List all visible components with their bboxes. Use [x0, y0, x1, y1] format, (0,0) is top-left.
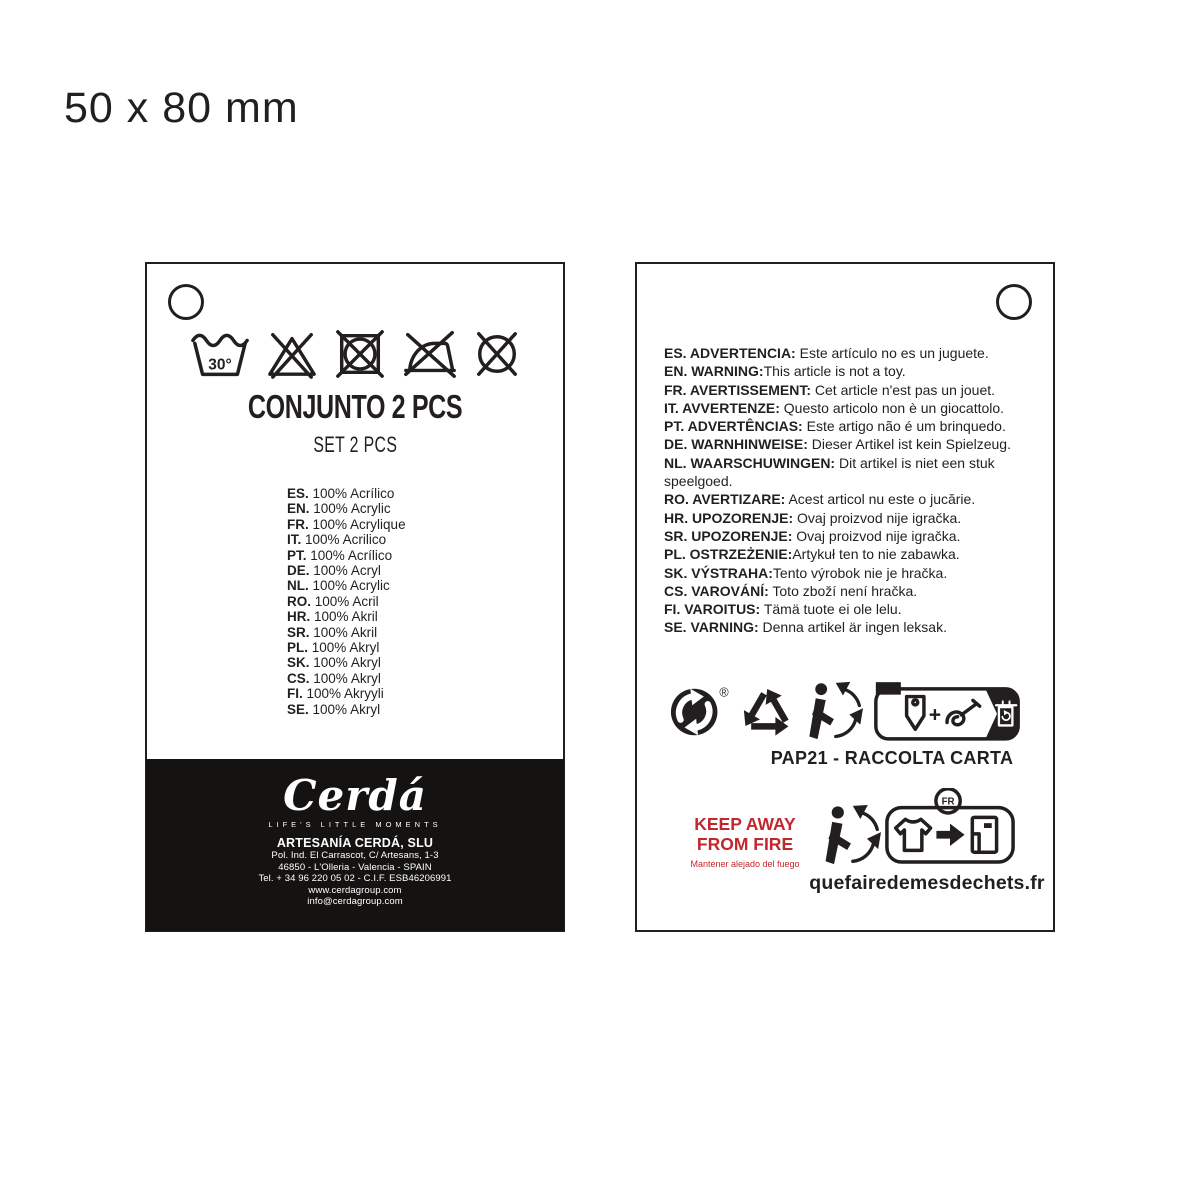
composition-line: SE. 100% Akryl: [287, 701, 381, 717]
wash-30-icon: [189, 329, 251, 379]
warning-line: IT. AVVERTENZE: Questo articolo non è un giocattolo.: [664, 399, 1005, 416]
plus-sign: +: [928, 703, 941, 727]
registered-mark: ®: [718, 685, 729, 700]
composition-list: [287, 486, 406, 717]
footer-address-line: Pol. Ind. El Carrascot, C/ Artesans, 1-3: [271, 850, 439, 861]
cerda-logo: Cerdá: [283, 771, 427, 820]
punch-hole: [168, 284, 204, 320]
do-not-dry-clean-icon: [473, 329, 521, 379]
composition-line: ES. 100% Acrílico: [287, 486, 395, 501]
fire-warning: [663, 814, 827, 869]
company-name: ARTESANÍA CERDÁ, SLU: [276, 836, 434, 850]
composition-line: DE. 100% Acryl: [287, 563, 381, 579]
mobius-loop-icon: [740, 683, 794, 739]
fr-label: FR: [941, 796, 955, 808]
wash-temp-label: 30°: [208, 356, 232, 374]
composition-line: IT. 100% Acrilico: [287, 532, 387, 548]
triman-icon: [803, 681, 863, 741]
warning-line: SK. VÝSTRAHA:Tento výrobok nie je hračka.: [664, 564, 948, 581]
warning-line: ES. ADVERTENCIA: Este artículo no es un juguete.: [664, 345, 989, 361]
waste-info-url: quefairedemesdechets.fr: [809, 872, 1045, 894]
punch-hole: [996, 284, 1032, 320]
recycling-icons-row: [637, 680, 1053, 742]
do-not-tumble-dry-icon: [333, 328, 387, 380]
warning-line: EN. WARNING:This article is not a toy.: [664, 363, 906, 380]
warning-line: HR. UPOZORENJE: Ovaj proizvod nije igračka.: [664, 509, 962, 526]
back-tag: [635, 262, 1055, 932]
composition-line: SR. 100% Akril: [287, 624, 378, 640]
composition-line: PL. 100% Akryl: [287, 640, 380, 656]
composition-line: PT. 100% Acrílico: [287, 547, 393, 563]
fr-textile-sorting-badge: [884, 788, 1016, 868]
composition-line: FI. 100% Akryyli: [287, 686, 384, 702]
do-not-iron-icon: [401, 329, 459, 379]
warning-line: NL. WAARSCHUWINGEN: Dit artikel is niet een stuk speelgoed.: [664, 454, 995, 490]
footer-address-line: www.cerdagroup.com: [308, 884, 402, 896]
fire-warning-subtext: Mantener alejado del fuego: [690, 859, 800, 869]
warning-line: SE. VARNING: Denna artikel är ingen leksak.: [664, 619, 947, 636]
triman-icon: [819, 804, 881, 866]
size-label: 50 x 80 mm: [64, 84, 299, 132]
fire-warning-line2: FROM FIRE: [696, 834, 794, 854]
company-address: [146, 850, 564, 908]
warning-line: DE. WARNHINWEISE: Dieser Artikel ist kein Spielzeug.: [664, 436, 1011, 453]
brand-tagline: LIFE'S LITTLE MOMENTS: [268, 820, 442, 829]
green-dot-icon: [669, 683, 731, 739]
composition-line: RO. 100% Acril: [287, 593, 379, 609]
fr-label: FR: [881, 684, 894, 696]
warning-line: FR. AVERTISSEMENT: Cet article n'est pas un jouet.: [664, 381, 996, 398]
footer-address-line: Tel. + 34 96 220 05 02 - C.I.F. ESB46206991: [258, 873, 452, 885]
warning-line: CS. VAROVÁNÍ: Toto zboží není hračka.: [664, 582, 918, 599]
footer-address-line: 46850 - L'Olleria - Valencia - SPAIN: [278, 861, 432, 873]
warning-line: FI. VAROITUS: Tämä tuote ei ole lelu.: [664, 601, 902, 618]
product-title: CONJUNTO 2 PCS: [247, 388, 463, 425]
care-symbols-row: [147, 328, 563, 380]
warning-line: PT. ADVERTÊNCIAS: Este artigo não é um brinquedo.: [664, 418, 1006, 435]
fr-paper-sorting-badge: [872, 680, 1022, 742]
pap-caption: PAP21 - RACCOLTA CARTA: [770, 748, 1014, 768]
warnings-list: [664, 344, 1040, 637]
front-tag: [145, 262, 565, 932]
warning-line: PL. OSTRZEŻENIE:Artykuł ten to nie zabawka.: [664, 546, 960, 563]
composition-line: NL. 100% Acrylic: [287, 578, 390, 594]
brand-footer: [146, 759, 564, 931]
composition-line: EN. 100% Acrylic: [287, 501, 391, 517]
composition-line: FR. 100% Acrylique: [287, 516, 406, 532]
composition-line: HR. 100% Akril: [287, 609, 378, 625]
warning-line: SR. UPOZORENJE: Ovaj proizvod nije igračka.: [664, 527, 961, 544]
warning-line: RO. AVERTIZARE: Acest articol nu este o jucărie.: [664, 491, 976, 508]
composition-line: CS. 100% Akryl: [287, 670, 381, 686]
product-subtitle: SET 2 PCS: [313, 432, 397, 457]
fire-warning-line1: KEEP AWAY: [694, 814, 796, 834]
do-not-bleach-icon: [265, 329, 319, 379]
footer-address-line: info@cerdagroup.com: [307, 896, 403, 908]
composition-line: SK. 100% Akryl: [287, 655, 381, 671]
